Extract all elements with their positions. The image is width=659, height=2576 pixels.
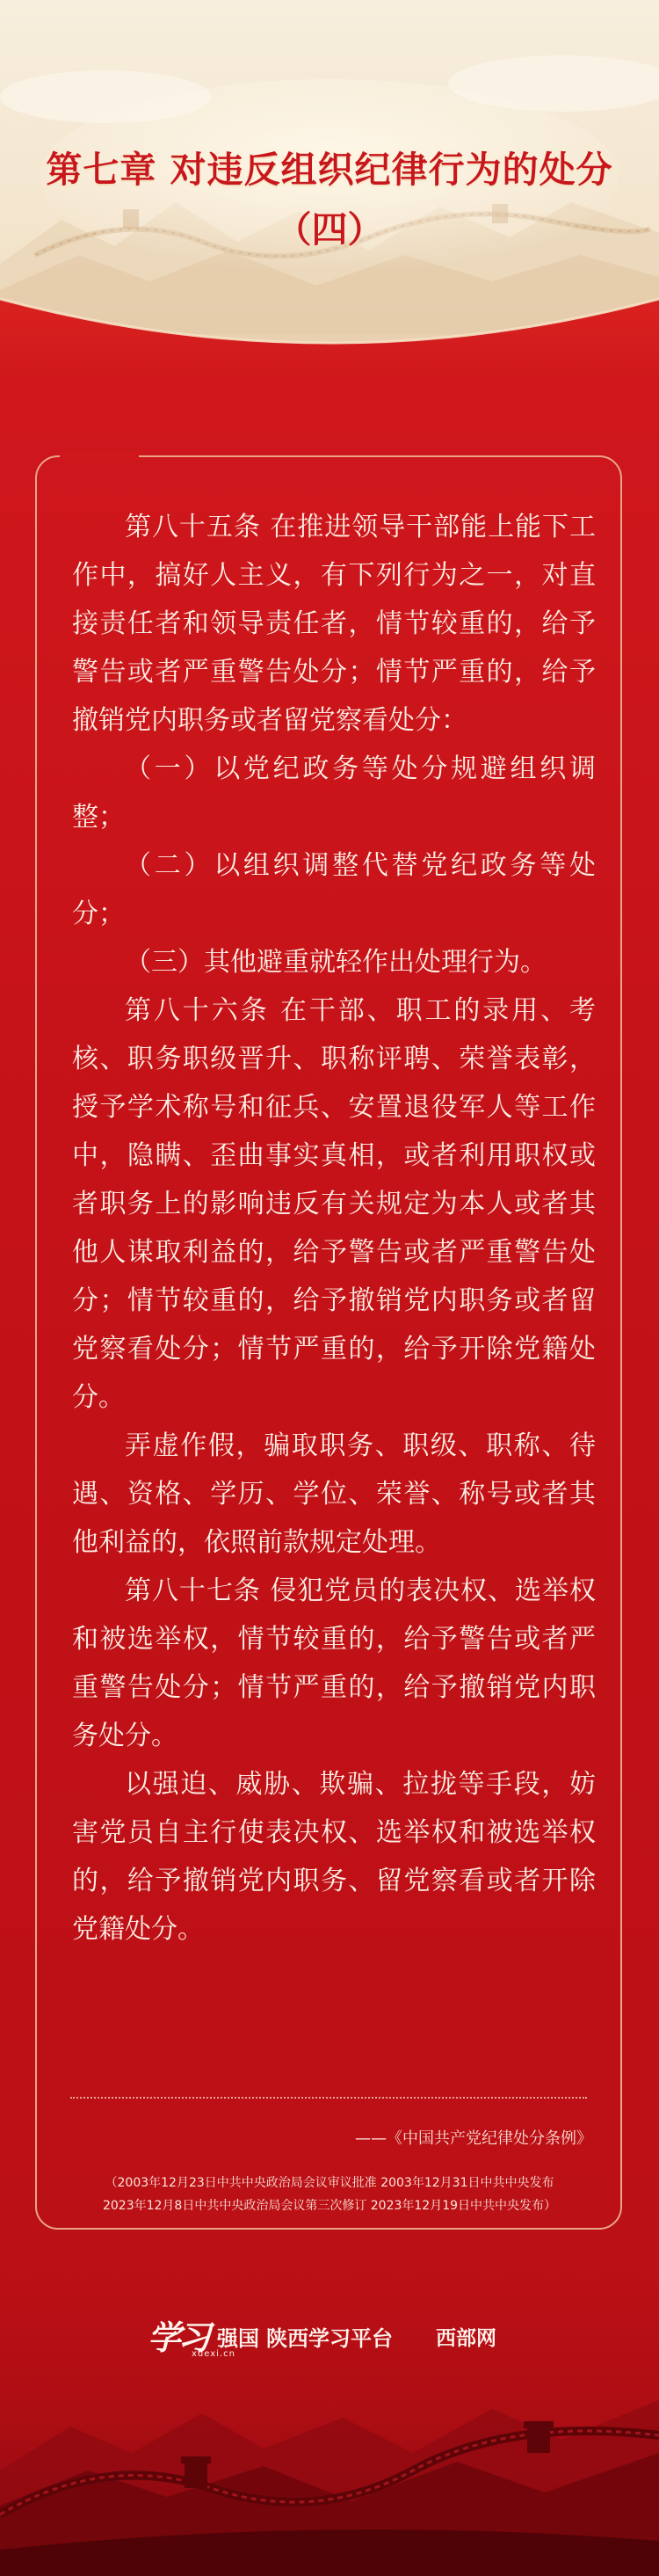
partner-logo-xibuwang: 西部网: [436, 2327, 496, 2350]
header-banner: [0, 0, 659, 387]
great-wall-header-illustration: [0, 0, 659, 387]
article-87-paragraph: 第八十七条 侵犯党员的表决权、选举权和被选举权，情节较重的，给予警告或者严重警告处分；情节严重的，给予撤销党内职务处分。: [72, 1575, 596, 1751]
source-note-line-1: （2003年12月23日中共中央政治局会议审议批准 2003年12月31日中共中央发布: [105, 2176, 554, 2190]
article-86-second-paragraph: 弄虚作假，骗取职务、职级、职称、待遇、资格、学历、学位、荣誉、称号或者其他利益的，依照前款规定处理。: [72, 1430, 596, 1558]
source-note: [44, 2172, 615, 2217]
xuexi-logo-url: xuexi.cn: [192, 2349, 235, 2359]
article-85-item-2: （二）以组织调整代替党纪政务等处分；: [72, 850, 596, 929]
footer-logos: [0, 2310, 659, 2363]
chapter-title: 第七章 对违反组织纪律行为的处分: [46, 149, 613, 191]
chapter-subtitle: （四）: [275, 208, 384, 251]
source-citation: ——《中国共产党纪律处分条例》: [355, 2129, 592, 2148]
article-85-item-3: （三）其他避重就轻作出处理行为。: [125, 947, 547, 978]
divider-dotted: [70, 2097, 587, 2099]
article-body: [72, 503, 596, 1954]
platform-name: 陕西学习平台: [266, 2326, 393, 2351]
article-85-item-1: （一）以党纪政务等处分规避组织调整；: [72, 753, 596, 833]
source-note-line-2: 2023年12月8日中共中央政治局会议第三次修订 2023年12月19日中共中央发布）: [102, 2199, 557, 2213]
xuexi-logo-qiangguo: 强国: [217, 2326, 259, 2351]
article-86-paragraph: 第八十六条 在干部、职工的录用、考核、职务职级晋升、职称评聘、荣誉表彰，授予学术称号和征兵、安置退役军人等工作中，隐瞒、歪曲事实真相，或者利用职权或者职务上的影响违反有关规定为本人或者其他人谋取利益的，给予警告或者严重警告处分；情节较重的，给予撤销党内职务或者留党察看处分；情节严重的，给予开除党籍处分。: [72, 995, 596, 1413]
great-wall-footer-illustration: [0, 2251, 659, 2576]
frame-gap: [60, 452, 139, 461]
article-87-second-paragraph: 以强迫、威胁、欺骗、拉拢等手段，妨害党员自主行使表决权、选举权和被选举权的，给予撤销党内职务、留党察看或者开除党籍处分。: [72, 1769, 596, 1945]
xuexi-logo-calligraphy: 学习: [148, 2318, 208, 2357]
article-85-paragraph: 第八十五条 在推进领导干部能上能下工作中，搞好人主义，有下列行为之一，对直接责任者和领导责任者，情节较重的，给予警告或者严重警告处分；情节严重的，给予撤销党内职务或者留党察看处分：: [72, 512, 596, 736]
